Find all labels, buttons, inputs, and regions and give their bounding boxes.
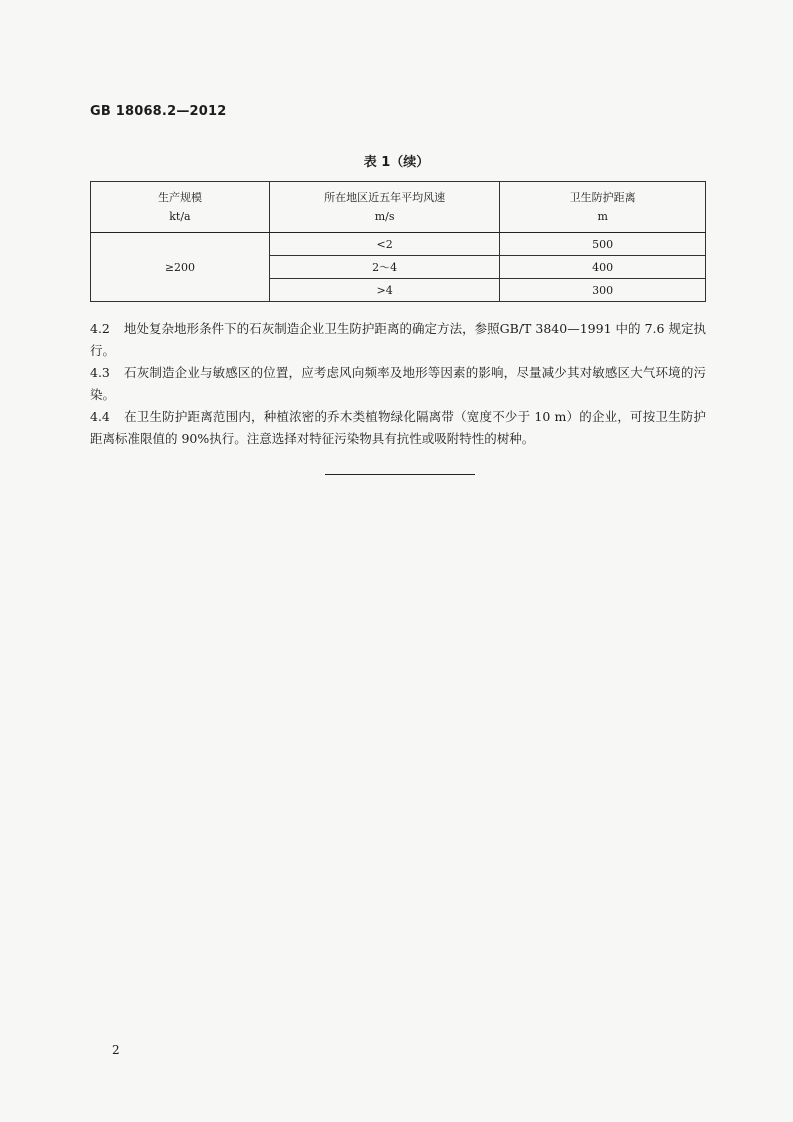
distance-cell: 500 — [500, 233, 706, 256]
end-rule-divider — [325, 474, 475, 475]
column-name: 生产规模 — [157, 191, 202, 204]
wind-speed-cell: >4 — [269, 279, 499, 302]
clause-4-4 — [90, 406, 706, 450]
clause-text: 地处复杂地形条件下的石灰制造企业卫生防护距离的确定方法，参照GB/T 3840—1991 中的 7.6 规定执行。 — [90, 321, 706, 358]
production-scale-cell: ≥200 — [91, 233, 270, 302]
column-header-protection-distance — [500, 182, 706, 233]
table-row — [91, 233, 706, 256]
standard-code: GB 18068.2—2012 — [90, 104, 227, 119]
table-header-row — [91, 182, 706, 233]
clause-4-2 — [90, 318, 706, 362]
column-name: 卫生防护距离 — [569, 191, 636, 204]
clause-number: 4.4 — [90, 409, 110, 424]
clause-text: 石灰制造企业与敏感区的位置，应考虑风向频率及地形等因素的影响，尽量减少其对敏感区大气环境的污染。 — [90, 365, 706, 402]
distance-table — [90, 181, 706, 302]
column-unit: kt/a — [169, 210, 191, 223]
clause-4-3 — [90, 362, 706, 406]
wind-speed-cell: <2 — [269, 233, 499, 256]
page-number: 2 — [112, 1043, 120, 1057]
clause-number: 4.3 — [90, 365, 110, 380]
distance-cell: 400 — [500, 256, 706, 279]
column-name: 所在地区近五年平均风速 — [324, 191, 446, 204]
column-header-production-scale — [91, 182, 270, 233]
column-unit: m — [597, 210, 608, 223]
column-unit: m/s — [374, 210, 395, 223]
distance-cell: 300 — [500, 279, 706, 302]
wind-speed-cell: 2～4 — [269, 256, 499, 279]
column-header-wind-speed — [269, 182, 499, 233]
clause-number: 4.2 — [90, 321, 110, 336]
clause-text: 在卫生防护距离范围内，种植浓密的乔木类植物绿化隔离带（宽度不少于 10 m）的企业，可按卫生防护距离标准限值的 90%执行。注意选择对特征污染物具有抗性或吸附特性的树种。 — [90, 409, 706, 446]
clauses-section — [90, 318, 706, 450]
table-caption: 表 1（续） — [363, 155, 430, 170]
